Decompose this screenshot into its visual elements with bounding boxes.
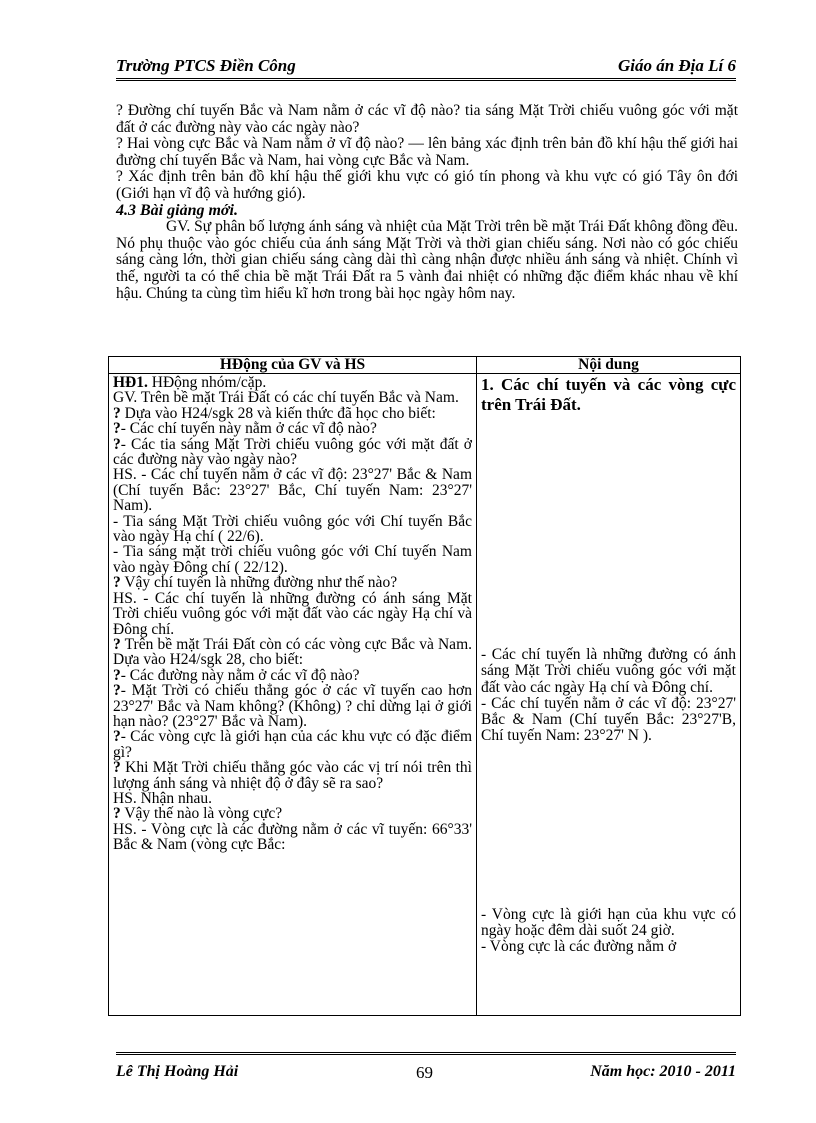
content-spacer: [481, 745, 736, 907]
activity-text: - Các chí tuyến này nằm ở các vĩ độ nào?: [120, 420, 377, 438]
subject-title: Giáo án Địa Lí 6: [617, 56, 736, 75]
activity-marker: ?: [113, 635, 121, 653]
intro-question-2: ? Hai vòng cực Bắc và Nam nằm ở vĩ độ nào? — lên bảng xác định trên bản đồ khí hậu thế giới hai đường chí tuyến Bắc và Nam, hai vòng cực Bắc và Nam.: [116, 135, 738, 169]
activity-text: GV. Trên bề mặt Trái Đất có các chí tuyến Bắc và Nam.: [113, 389, 459, 407]
intro-section: [116, 103, 738, 302]
content-item: - Các chí tuyến nằm ở các vĩ độ: 23°27' Bắc & Nam (Chí tuyến Bắc: 23°27'B, Chí tuyến Nam: 23°27' N ).: [481, 694, 736, 745]
activity-marker: ?: [113, 435, 121, 453]
activity-text: - Các đường này nằm ở các vĩ độ nào?: [120, 666, 360, 684]
activity-line: [113, 683, 472, 729]
activity-text: - Tia sáng Mặt Trời chiếu vuông góc với Chí tuyến Bắc vào ngày Hạ chí ( 22/6).: [113, 512, 472, 546]
activity-text: Vậy thế nào là vòng cực?: [120, 805, 283, 823]
activity-text: Dựa vào H24/sgk 28 và kiến thức đã học cho biết:: [120, 404, 436, 422]
activity-line: [113, 467, 472, 513]
activity-line: [113, 544, 472, 575]
activity-marker: HĐ1.: [113, 374, 148, 391]
activity-text: - Các tia sáng Mặt Trời chiếu vuông góc với mặt đất ở các đường này vào ngày nào?: [113, 435, 472, 469]
page-header: [116, 52, 736, 81]
activity-marker: ?: [113, 805, 121, 823]
lesson-table: [108, 356, 741, 1016]
activity-marker: ?: [113, 404, 121, 422]
activity-line: [113, 390, 472, 405]
page-footer: [116, 1052, 736, 1085]
activity-marker: ?: [113, 682, 121, 700]
school-name: Trường PTCS Điền Công: [116, 56, 296, 75]
activity-text: HĐộng nhóm/cặp.: [147, 374, 267, 391]
author-name: Lê Thị Hoàng Hải: [116, 1063, 239, 1080]
activity-marker: ?: [113, 728, 121, 746]
activity-marker: ?: [113, 666, 121, 684]
activity-text: HS. - Các chí tuyến là những đường có ánh sáng Mặt Trời chiếu vuông góc với mặt đất vào các ngày Hạ chí và Đông chí.: [113, 589, 472, 638]
activity-text: - Mặt Trời có chiếu thẳng góc ở các vĩ tuyến cao hơn 23°27' Bắc và Nam không? (Không) ? chỉ dừng lại ở giới hạn nào? (23°27' Bắc và Nam).: [113, 682, 472, 730]
activity-text: - Các vòng cực là giới hạn của các khu vực có đặc điểm gì?: [113, 728, 472, 761]
content-item: - Vòng cực là giới hạn của khu vực có ngày hoặc đêm dài suốt 24 giờ.: [481, 905, 736, 940]
activity-text: - Tia sáng mặt trời chiếu vuông góc với Chí tuyến Nam vào ngày Đông chí ( 22/12).: [113, 543, 472, 576]
activity-line: [113, 668, 472, 683]
activity-line: [113, 760, 472, 791]
content-cell: [477, 374, 741, 1016]
activity-line: [113, 637, 472, 668]
activity-text: HS. Nhận nhau.: [113, 789, 213, 807]
content-item: - Các chí tuyến là những đường có ánh sáng Mặt Trời chiếu vuông góc với mặt đất vào các ngày Hạ chí và Đông chí.: [481, 646, 736, 696]
activity-line: [113, 514, 472, 545]
activity-line: [113, 822, 472, 853]
section-heading: 4.3 Bài giảng mới.: [116, 201, 238, 219]
activity-line: [113, 437, 472, 468]
activity-line: [113, 375, 472, 390]
activity-text: Khi Mặt Trời chiếu thẳng góc vào các vị trí nói trên thì lượng ánh sáng và nhiệt độ ở đây sẽ ra sao?: [113, 759, 472, 792]
page-number: 69: [416, 1063, 433, 1082]
activity-line: [113, 591, 472, 637]
activity-marker: ?: [113, 759, 121, 777]
activity-marker: ?: [113, 574, 121, 592]
content-spacer: [481, 415, 736, 647]
activity-line: [113, 421, 472, 436]
school-year: Năm học: 2010 - 2011: [590, 1063, 736, 1080]
activities-cell: [109, 374, 477, 1016]
activity-line: [113, 729, 472, 760]
activity-text: Trên bề mặt Trái Đất còn có các vòng cực Bắc và Nam. Dựa vào H24/sgk 28, cho biết:: [113, 635, 472, 669]
activity-line: [113, 575, 472, 590]
content-heading: 1. Các chí tuyến và các vòng cực trên Trái Đất.: [481, 375, 736, 414]
activity-line: [113, 806, 472, 821]
intro-question-3: ? Xác định trên bản đồ khí hậu thế giới khu vực có gió tín phong và khu vực có gió Tây ôn đới (Giới hạn vĩ độ và hướng gió).: [116, 168, 738, 202]
activity-marker: ?: [113, 420, 121, 438]
column-header-content: Nội dung: [477, 357, 741, 374]
activity-line: [113, 791, 472, 806]
intro-paragraph: GV. Sự phân bố lượng ánh sáng và nhiệt của Mặt Trời trên bề mặt Trái Đất không đồng đều. Nó phụ thuộc vào góc chiếu của ánh sáng Mặt Trời và thời gian chiếu sáng. Nơi nào có góc chiếu sáng càng lớn, thời gian chiếu sáng càng dài thì càng nhận được nhiều ánh sáng và nhiệt. Chính vì thế, người ta có thể chia bề mặt Trái Đất ra 5 vành đai nhiệt có những đặc điểm khác nhau về khí hậu. Chúng ta cùng tìm hiểu kĩ hơn trong bài học ngày hôm nay.: [116, 218, 738, 302]
content-item: - Vòng cực là các đường nằm ở: [481, 938, 677, 956]
activity-text: Vậy chí tuyến là những đường như thế nào?: [120, 574, 398, 592]
activity-line: [113, 406, 472, 421]
activity-text: HS. - Vòng cực là các đường nằm ở các vĩ tuyến: 66°33' Bắc & Nam (vòng cực Bắc:: [113, 820, 472, 854]
intro-question-1: ? Đường chí tuyến Bắc và Nam nằm ở các vĩ độ nào? tia sáng Mặt Trời chiếu vuông góc với mặt đất ở các đường này vào các ngày nào?: [116, 102, 738, 136]
column-header-activities: HĐộng của GV và HS: [109, 357, 477, 374]
activity-text: HS. - Các chí tuyến nằm ở các vĩ độ: 23°27' Bắc & Nam (Chí tuyến Bắc: 23°27' Bắc, Chí tuyến Nam: 23°27' Nam).: [113, 466, 472, 515]
